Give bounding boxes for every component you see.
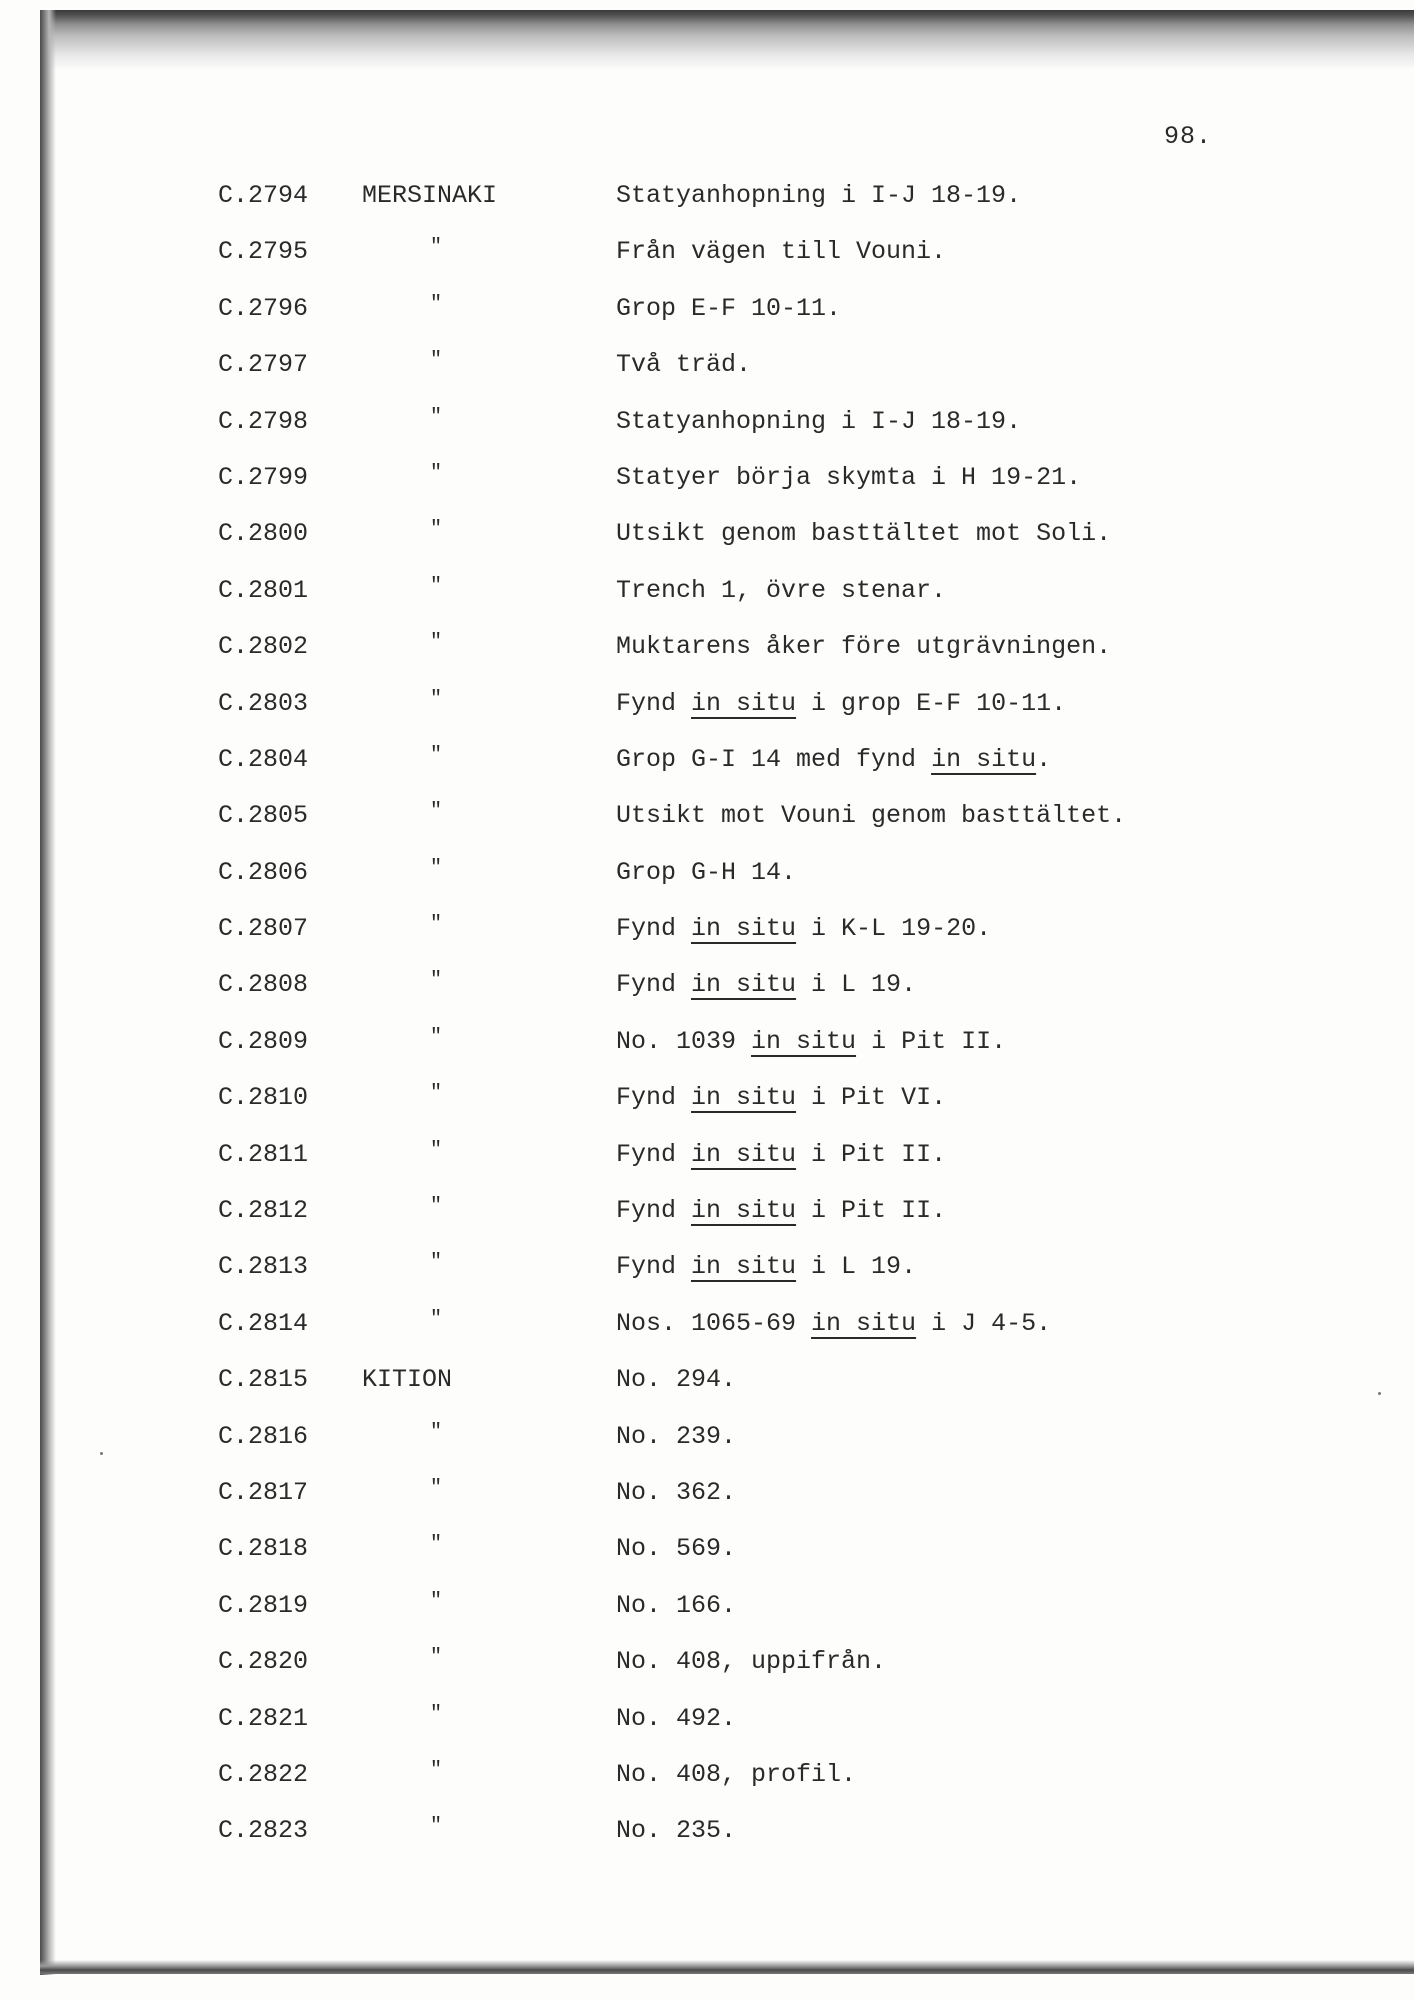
photo-description (616, 1473, 736, 1513)
description-text: i K-L 19-20. (796, 914, 992, 944)
underlined-term: in situ (691, 1252, 797, 1282)
photo-description (616, 796, 1126, 836)
ditto-mark: " (430, 1533, 443, 1557)
photo-number: C.2819 (218, 1590, 309, 1620)
catalogue-row (0, 289, 1414, 345)
ditto-mark: " (430, 236, 443, 260)
photo-description (616, 1642, 886, 1682)
catalogue-row (0, 402, 1414, 458)
photo-description (616, 1529, 736, 1569)
description-text: Statyer börja skymta i H 19-21. (616, 462, 1082, 492)
ditto-mark: " (430, 1758, 443, 1782)
page-number: 98. (1164, 122, 1213, 151)
photo-description (616, 1360, 736, 1400)
photo-number: C.2810 (218, 1083, 309, 1113)
ditto-mark: " (430, 1815, 443, 1839)
ditto-mark: " (430, 1476, 443, 1500)
description-text: No. 569. (616, 1534, 737, 1564)
photo-number: C.2808 (218, 970, 309, 1000)
description-text: No. 408, uppifrån. (616, 1647, 887, 1677)
photo-description (616, 1191, 946, 1231)
catalogue-row (0, 965, 1414, 1021)
photo-description (616, 1699, 736, 1739)
catalogue-row (0, 1247, 1414, 1303)
photo-description (616, 1022, 1006, 1062)
ditto-mark: " (430, 574, 443, 598)
photo-description (616, 571, 946, 611)
photo-description (616, 402, 1021, 442)
photo-description (616, 965, 916, 1005)
photo-description (616, 1247, 916, 1287)
catalogue-row (0, 1642, 1414, 1698)
underlined-term: in situ (691, 1139, 797, 1169)
photo-description (616, 176, 1021, 216)
ditto-mark: " (430, 969, 443, 993)
description-text: Trench 1, övre stenar. (616, 575, 947, 605)
description-text: Utsikt genom basttältet mot Soli. (616, 519, 1112, 549)
photo-number: C.2818 (218, 1534, 309, 1564)
ditto-mark: " (430, 1646, 443, 1670)
description-text: Fynd (616, 1139, 692, 1169)
catalogue-row (0, 1191, 1414, 1247)
underlined-term: in situ (691, 914, 797, 944)
photo-number: C.2813 (218, 1252, 309, 1282)
ditto-mark: " (430, 405, 443, 429)
photo-number: C.2823 (218, 1816, 309, 1846)
ditto-mark: " (430, 1138, 443, 1162)
description-text: Muktarens åker före utgrävningen. (616, 632, 1112, 662)
description-text: Statyanhopning i I-J 18-19. (616, 181, 1022, 210)
catalogue-row (0, 1417, 1414, 1473)
description-text: i Pit II. (796, 1139, 947, 1169)
catalogue-row (0, 176, 1414, 232)
catalogue-row (0, 1022, 1414, 1078)
description-text: . (1036, 744, 1052, 774)
photo-number: C.2814 (218, 1308, 309, 1338)
ditto-mark: " (430, 1195, 443, 1219)
photo-description (616, 514, 1111, 554)
site-name: MERSINAKI (362, 181, 498, 210)
ditto-mark: " (430, 1702, 443, 1726)
ditto-mark: " (430, 913, 443, 937)
description-text: Fynd (616, 914, 692, 944)
catalogue-row (0, 345, 1414, 401)
description-text: Utsikt mot Vouni genom basttältet. (616, 801, 1127, 831)
description-text: No. 239. (616, 1421, 737, 1451)
ditto-mark: " (430, 800, 443, 824)
underlined-term: in situ (691, 1083, 797, 1113)
ditto-mark: " (430, 1589, 443, 1613)
description-text: No. 294. (616, 1365, 737, 1395)
photo-number: C.2807 (218, 914, 309, 944)
catalogue-row (0, 909, 1414, 965)
photo-number: C.2798 (218, 406, 309, 436)
site-name: KITION (362, 1365, 453, 1395)
ditto-mark: " (430, 461, 443, 485)
description-text: Från vägen till Vouni. (616, 237, 947, 267)
ditto-mark: " (430, 349, 443, 373)
photo-description (616, 909, 991, 949)
photo-description (616, 289, 841, 329)
catalogue-row (0, 1699, 1414, 1755)
photo-number: C.2815 (218, 1365, 309, 1395)
description-text: Fynd (616, 1252, 692, 1282)
photo-description (616, 345, 751, 385)
photo-description (616, 1417, 736, 1457)
photo-number: C.2802 (218, 632, 309, 662)
photo-number: C.2811 (218, 1139, 309, 1169)
photo-number: C.2806 (218, 857, 309, 887)
photo-description (616, 1811, 736, 1851)
description-text: i grop E-F 10-11. (796, 688, 1067, 718)
ditto-mark: " (430, 292, 443, 316)
underlined-term: in situ (751, 1026, 857, 1056)
catalogue-row (0, 740, 1414, 796)
ditto-mark: " (430, 687, 443, 711)
photo-number: C.2809 (218, 1026, 309, 1056)
photo-description (616, 458, 1081, 498)
catalogue-row (0, 1135, 1414, 1191)
photo-description (616, 1586, 736, 1626)
description-text: i J 4-5. (916, 1308, 1052, 1338)
catalogue-row (0, 232, 1414, 288)
description-text: i L 19. (796, 970, 917, 1000)
catalogue-row (0, 627, 1414, 683)
catalogue-list (0, 176, 1414, 1868)
underlined-term: in situ (691, 970, 797, 1000)
photo-description (616, 853, 796, 893)
catalogue-row (0, 1078, 1414, 1134)
photo-number: C.2805 (218, 801, 309, 831)
underlined-term: in situ (931, 744, 1037, 774)
ditto-mark: " (430, 1025, 443, 1049)
ditto-mark: " (430, 743, 443, 767)
photo-number: C.2801 (218, 575, 309, 605)
photo-number: C.2800 (218, 519, 309, 549)
photo-number: C.2820 (218, 1647, 309, 1677)
photo-description (616, 1755, 856, 1795)
description-text: Statyanhopning i I-J 18-19. (616, 406, 1022, 436)
description-text: No. 362. (616, 1477, 737, 1507)
description-text: Fynd (616, 1083, 692, 1113)
photo-description (616, 740, 1051, 780)
description-text: Två träd. (616, 350, 752, 380)
photo-description (616, 1135, 946, 1175)
description-text: Fynd (616, 1196, 692, 1226)
description-text: No. 492. (616, 1703, 737, 1733)
scan-edge-bottom (40, 1960, 1414, 1974)
catalogue-row (0, 1529, 1414, 1585)
catalogue-row (0, 1586, 1414, 1642)
ditto-mark: " (430, 1251, 443, 1275)
description-text: i Pit VI. (796, 1083, 947, 1113)
description-text: No. 408, profil. (616, 1759, 857, 1789)
underlined-term: in situ (691, 688, 797, 718)
catalogue-row (0, 853, 1414, 909)
underlined-term: in situ (691, 1196, 797, 1226)
catalogue-row (0, 458, 1414, 514)
photo-number: C.2795 (218, 237, 309, 267)
photo-number: C.2796 (218, 293, 309, 323)
ditto-mark: " (430, 1420, 443, 1444)
catalogue-row (0, 684, 1414, 740)
catalogue-row (0, 571, 1414, 627)
photo-number: C.2797 (218, 350, 309, 380)
ditto-mark: " (430, 856, 443, 880)
description-text: Grop E-F 10-11. (616, 293, 842, 323)
description-text: i Pit II. (856, 1026, 1007, 1056)
photo-number: C.2799 (218, 462, 309, 492)
catalogue-row (0, 796, 1414, 852)
description-text: Nos. 1065-69 (616, 1308, 812, 1338)
description-text: Fynd (616, 688, 692, 718)
description-text: Grop G-H 14. (616, 857, 797, 887)
ditto-mark: " (430, 1082, 443, 1106)
ditto-mark: " (430, 631, 443, 655)
description-text: i Pit II. (796, 1196, 947, 1226)
photo-number: C.2794 (218, 181, 309, 210)
photo-number: C.2816 (218, 1421, 309, 1451)
description-text: i L 19. (796, 1252, 917, 1282)
photo-description (616, 1078, 946, 1118)
ditto-mark: " (430, 518, 443, 542)
photo-description (616, 232, 946, 272)
catalogue-row (0, 514, 1414, 570)
catalogue-row (0, 1811, 1414, 1867)
description-text: No. 1039 (616, 1026, 752, 1056)
description-text: No. 166. (616, 1590, 737, 1620)
photo-number: C.2817 (218, 1477, 309, 1507)
ditto-mark: " (430, 1307, 443, 1331)
photo-number: C.2821 (218, 1703, 309, 1733)
photo-description (616, 684, 1066, 724)
catalogue-row (0, 1304, 1414, 1360)
photo-number: C.2812 (218, 1196, 309, 1226)
description-text: No. 235. (616, 1816, 737, 1846)
underlined-term: in situ (811, 1308, 917, 1338)
photo-description (616, 627, 1111, 667)
photo-number: C.2804 (218, 744, 309, 774)
description-text: Fynd (616, 970, 692, 1000)
catalogue-row (0, 1473, 1414, 1529)
photo-description (616, 1304, 1051, 1344)
description-text: Grop G-I 14 med fynd (616, 744, 932, 774)
photo-number: C.2822 (218, 1759, 309, 1789)
catalogue-row (0, 1755, 1414, 1811)
catalogue-row (0, 1360, 1414, 1416)
photo-number: C.2803 (218, 688, 309, 718)
scan-edge-top (40, 10, 1414, 70)
